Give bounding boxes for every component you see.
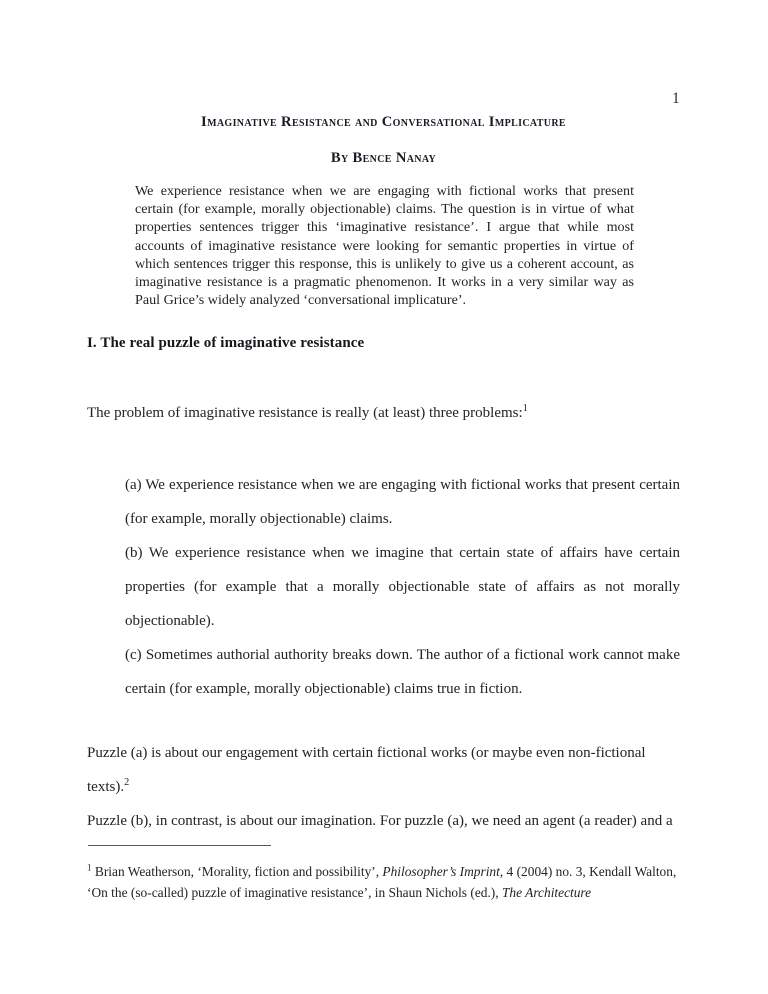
section-heading: I. The real puzzle of imaginative resistance [87, 335, 365, 351]
footnote-marker-1[interactable]: 1 [522, 403, 528, 414]
puzzle-paragraph-a [87, 736, 681, 804]
footnote-text-part-1: Brian Weatherson, ‘Morality, fiction and possibility’, [91, 864, 383, 879]
footnote-text-part-2: 4 (2004) no. 3, Kendall Walton, ‘On the (so-called) puzzle of imaginative resistance’, in Shaun Nichols (ed.), [87, 864, 677, 900]
intro-paragraph [87, 402, 681, 424]
abstract-paragraph: We experience resistance when we are engaging with fictional works that present certain (for example, morally objectionable) claims. The question is in virtue of what properties sentences trigger this ‘imaginative resistance’. I argue that while most accounts of imaginative resistance were looking for semantic properties in virtue of which sentences trigger this response, this is unlikely to give us a coherent account, as imaginative resistance is a pragmatic phenomenon. It works in a very similar way as Paul Grice’s widely analyzed ‘conversational implicature’. [135, 183, 634, 309]
list-item: (a) We experience resistance when we are engaging with fictional works that present certain (for example, morally objectionable) claims. [125, 477, 680, 527]
footnote-number: 1 [87, 862, 92, 873]
page-title: Imaginative Resistance and Conversational Implicature [201, 114, 566, 130]
intro-paragraph-text: The problem of imaginative resistance is really (at least) three problems: [87, 405, 523, 421]
footnote-book-title: The Architecture [501, 885, 592, 900]
puzzle-paragraph-b: Puzzle (b), in contrast, is about our imagination. For puzzle (a), we need an agent (a reader) and a [87, 813, 673, 829]
puzzle-paragraph-a-text: Puzzle (a) is about our engagement with certain fictional works (or maybe even non-fictional texts). [87, 745, 646, 795]
footnote-journal-title: Philosopher’s Imprint, [382, 864, 504, 879]
list-item: (c) Sometimes authorial authority breaks down. The author of a fictional work cannot make certain (for example, morally objectionable) claims true in fiction. [125, 647, 680, 697]
page-number: 1 [672, 90, 680, 107]
problem-list [125, 468, 680, 706]
footnote-separator-rule [88, 845, 271, 846]
footnote-1 [87, 861, 682, 903]
puzzle-paragraphs [87, 736, 681, 838]
footnote-marker-2[interactable]: 2 [124, 777, 130, 788]
title-block [87, 113, 680, 167]
author-byline: By Bence Nanay [330, 150, 437, 167]
list-item: (b) We experience resistance when we imagine that certain state of affairs have certain properties (for example that a morally objectionable state of affairs as not morally objectionable). [125, 545, 680, 629]
